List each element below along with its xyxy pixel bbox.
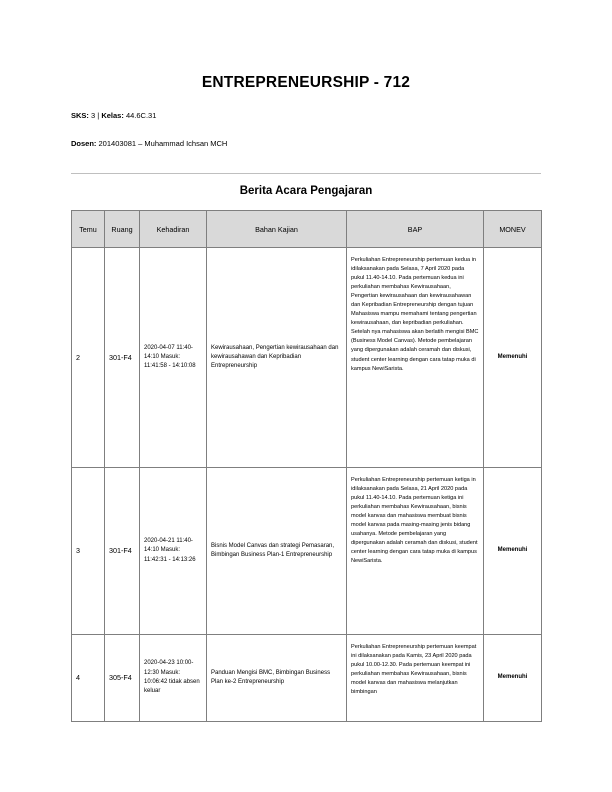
kelas-label: Kelas: bbox=[101, 111, 124, 120]
cell-monev: Memenuhi bbox=[484, 635, 542, 722]
cell-bap bbox=[347, 635, 484, 722]
cell-ruang: 301-F4 bbox=[105, 468, 140, 635]
header-bap: BAP bbox=[347, 211, 484, 248]
table-header-row bbox=[72, 211, 542, 248]
cell-ruang: 301-F4 bbox=[105, 248, 140, 468]
cell-bahan-kajian: Bisnis Model Canvas dan strategi Pemasaran, Bimbingan Business Plan-1 Entrepreneurship bbox=[207, 468, 347, 635]
bap-text-truncated: Perkuliahan Entrepreneurship pertemuan keempat ini dilaksanakan pada Kamis, 23 April 2020 pada pukul 10.00-12.30. Pada pertemuan keempat ini perkuliahan membahas Kewirausahaan, bisnis model kanvas dan mahasiswa melanjutkan bimbingan bbox=[351, 644, 477, 696]
sks-value: 3 bbox=[91, 111, 96, 120]
document-title: ENTREPRENEURSHIP - 712 bbox=[201, 74, 411, 91]
cell-kehadiran: 2020-04-23 10:00-12:30 Masuk: 10:06:42 tidak absen keluar bbox=[140, 635, 207, 722]
header-monev: MONEV bbox=[484, 211, 542, 248]
kelas-value: 44.6C.31 bbox=[125, 111, 157, 120]
table-row bbox=[72, 468, 542, 635]
cell-kehadiran: 2020-04-07 11:40-14:10 Masuk: 11:41:58 - 14:10:08 bbox=[140, 248, 207, 468]
separator: | bbox=[97, 111, 100, 120]
cell-bap: Perkuliahan Entrepreneurship pertemuan kedua in idilaksanakan pada Selasa, 7 April 2020 pada pukul 11.40-14.10. Pada pertemuan kedua ini perkuliahan membahas Kewirausahaan, Pengertian kewirausahaan dan kewirausahawan dan Kepribadian Entrepreneurship dengan tujuan Mahasiswa mampu memahami tentang pengertian kewirausahaan, dan kepribadian perkuliahan. Setelah nya mahasiswa akan berlatih mengisi BMC (Business Model Canvas). Metode pembelajaran yang dipergunakan adalah ceramah dan diskusi, student center learning dengan cara tatap muka di kampus NewiSarista. bbox=[347, 248, 484, 468]
cell-monev: Memenuhi bbox=[484, 468, 542, 635]
cell-bahan-kajian: Kewirausahaan, Pengertian kewirausahaan dan kewirausahawan dan Kepribadian Entrepreneurship bbox=[207, 248, 347, 468]
cell-ruang: 305-F4 bbox=[105, 635, 140, 722]
dosen-label: Dosen: bbox=[71, 139, 97, 148]
cell-temu: 4 bbox=[72, 635, 105, 722]
cell-monev: Memenuhi bbox=[484, 248, 542, 468]
sks-label: SKS: bbox=[71, 111, 89, 120]
table-row bbox=[72, 248, 542, 468]
header-kehadiran: Kehadiran bbox=[140, 211, 207, 248]
sks-kelas-line bbox=[71, 111, 156, 120]
divider bbox=[71, 173, 541, 174]
header-temu: Temu bbox=[72, 211, 105, 248]
dosen-line bbox=[71, 139, 227, 148]
table-row bbox=[72, 635, 542, 722]
cell-bahan-kajian: Panduan Mengisi BMC, Bimbingan Business Plan ke-2 Entrepreneurship bbox=[207, 635, 347, 722]
dosen-value: 201403081 – Muhammad Ichsan MCH bbox=[98, 139, 228, 148]
cell-bap: Perkuliahan Entrepreneurship pertemuan ketiga in idilaksanakan pada Selasa, 21 April 2020 pada pukul 11.40-14.10. Pada pertemuan ketiga ini perkuliahan membahas Kewirausahaan, bisnis model kanvas dan mahasiswa membuat bisnis model kanvas pada masing-masing jenis bidang usahanya. Metode pembelajaran yang dipergunakan adalah ceramah dan diskusi, student center learning dengan cara tatap muka di kampus NewiSarista. bbox=[347, 468, 484, 635]
header-bahan-kajian: Bahan Kajian bbox=[207, 211, 347, 248]
cell-temu: 3 bbox=[72, 468, 105, 635]
cell-kehadiran: 2020-04-21 11:40-14:10 Masuk: 11:42:31 - 14:13:26 bbox=[140, 468, 207, 635]
header-ruang: Ruang bbox=[105, 211, 140, 248]
section-title: Berita Acara Pengajaran bbox=[239, 185, 373, 197]
bap-table bbox=[71, 210, 542, 722]
cell-temu: 2 bbox=[72, 248, 105, 468]
